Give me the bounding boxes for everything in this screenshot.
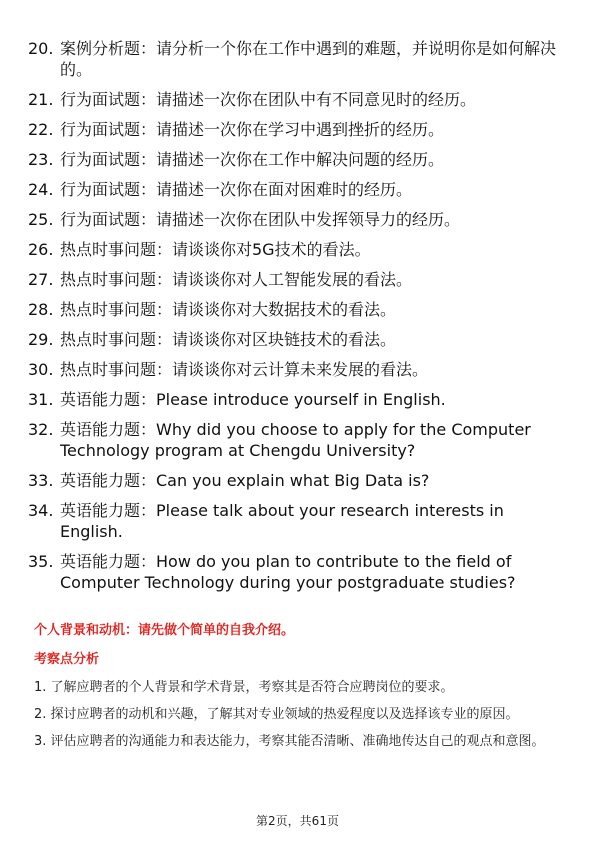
question-item bbox=[28, 179, 568, 200]
question-item bbox=[28, 551, 568, 593]
question-text: 英语能力题：Please introduce yourself in English. bbox=[60, 390, 446, 409]
question-text: 热点时事问题：请谈谈你对大数据技术的看法。 bbox=[60, 300, 397, 319]
question-item bbox=[28, 89, 568, 110]
question-text: 行为面试题：请描述一次你在工作中解决问题的经历。 bbox=[60, 150, 445, 169]
analysis-point: 2. 探讨应聘者的动机和兴趣，了解其对专业领域的热爱程度以及选择该专业的原因。 bbox=[34, 707, 519, 722]
section-subtitle: 考察点分析 bbox=[34, 652, 100, 667]
question-number: 29. bbox=[28, 330, 54, 349]
question-number: 34. bbox=[28, 501, 54, 520]
question-text: 行为面试题：请描述一次你在团队中发挥领导力的经历。 bbox=[60, 210, 461, 229]
question-number: 22. bbox=[28, 120, 54, 139]
question-item bbox=[28, 329, 568, 350]
analysis-point: 3. 评估应聘者的沟通能力和表达能力，考察其能否清晰、准确地传达自己的观点和意图。 bbox=[34, 734, 545, 749]
question-item bbox=[28, 389, 568, 410]
question-number: 24. bbox=[28, 180, 54, 199]
question-number: 30. bbox=[28, 360, 54, 379]
question-text: 英语能力题：Can you explain what Big Data is? bbox=[60, 471, 430, 490]
question-item bbox=[28, 269, 568, 290]
question-number: 33. bbox=[28, 471, 54, 490]
question-text: 热点时事问题：请谈谈你对人工智能发展的看法。 bbox=[60, 270, 413, 289]
question-number: 32. bbox=[28, 420, 54, 439]
question-item bbox=[28, 419, 568, 461]
question-text: 行为面试题：请描述一次你在面对困难时的经历。 bbox=[60, 180, 413, 199]
question-number: 21. bbox=[28, 90, 54, 109]
question-number: 28. bbox=[28, 300, 54, 319]
question-text: 热点时事问题：请谈谈你对云计算未来发展的看法。 bbox=[60, 360, 429, 379]
question-text: 案例分析题：请分析一个你在工作中遇到的难题，并说明你是如何解决的。 bbox=[60, 39, 557, 79]
question-text: 英语能力题：How do you plan to contribute to the field of Computer Technology during your postgraduate studies? bbox=[60, 552, 516, 592]
question-text: 行为面试题：请描述一次你在团队中有不同意见时的经历。 bbox=[60, 90, 477, 109]
question-item bbox=[28, 149, 568, 170]
question-text: 英语能力题：Please talk about your research interests in English. bbox=[60, 501, 504, 541]
question-number: 25. bbox=[28, 210, 54, 229]
question-text: 热点时事问题：请谈谈你对区块链技术的看法。 bbox=[60, 330, 397, 349]
question-item bbox=[28, 299, 568, 320]
question-item bbox=[28, 470, 568, 491]
question-item bbox=[28, 500, 568, 542]
question-number: 35. bbox=[28, 552, 54, 571]
question-text: 英语能力题：Why did you choose to apply for the Computer Technology program at Chengdu University? bbox=[60, 420, 531, 460]
question-text: 行为面试题：请描述一次你在学习中遇到挫折的经历。 bbox=[60, 120, 445, 139]
question-list bbox=[28, 38, 568, 602]
question-item bbox=[28, 38, 568, 80]
question-number: 23. bbox=[28, 150, 54, 169]
question-item bbox=[28, 239, 568, 260]
question-item bbox=[28, 209, 568, 230]
analysis-point: 1. 了解应聘者的个人背景和学术背景，考察其是否符合应聘岗位的要求。 bbox=[34, 680, 454, 695]
page-number: 第2页，共61页 bbox=[256, 814, 339, 828]
question-item bbox=[28, 119, 568, 140]
section-title: 个人背景和动机：请先做个简单的自我介绍。 bbox=[34, 623, 295, 638]
question-number: 26. bbox=[28, 240, 54, 259]
question-number: 20. bbox=[28, 39, 54, 58]
question-text: 热点时事问题：请谈谈你对5G技术的看法。 bbox=[60, 240, 371, 259]
question-number: 27. bbox=[28, 270, 54, 289]
question-number: 31. bbox=[28, 390, 54, 409]
question-item bbox=[28, 359, 568, 380]
analysis-section bbox=[34, 622, 564, 757]
